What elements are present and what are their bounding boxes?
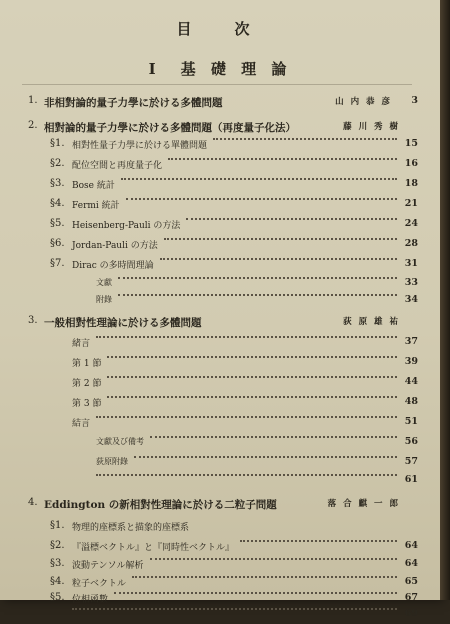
entry-title: 物理的座標系と描象的座標系 xyxy=(72,523,190,533)
toc-entry xyxy=(0,436,440,452)
toc-entry xyxy=(0,277,440,293)
entry-page: 28 xyxy=(404,238,418,249)
leader-dots xyxy=(213,138,397,140)
entry-page: 3 xyxy=(411,95,418,106)
entry-title: 結言 xyxy=(72,419,91,429)
leader-dots xyxy=(134,456,397,458)
entry-page: 51 xyxy=(404,416,418,427)
entry-title: Dirac の多時間理論 xyxy=(72,261,154,271)
leader-dots xyxy=(186,218,397,220)
entry-author: 落 合 麒 一 郎 xyxy=(327,499,400,509)
toc-entry xyxy=(0,158,440,174)
entry-number: §3. xyxy=(50,178,65,189)
entry-title: 非相對論的量子力學に於ける多體問題 xyxy=(44,97,223,109)
entry-page: 61 xyxy=(404,474,418,485)
toc-entry xyxy=(0,315,440,331)
entry-page: 15 xyxy=(404,138,418,149)
part-title: I 基 礎 理 論 xyxy=(148,60,292,78)
entry-title: Eddington の新相對性理論に於ける二粒子問題 xyxy=(44,499,277,511)
entry-number: 2. xyxy=(28,120,38,131)
entry-title: 第 1 節 xyxy=(72,359,102,369)
toc-entry xyxy=(0,416,440,432)
entry-page: 21 xyxy=(404,198,418,209)
entry-title: 粒子ベクトル xyxy=(72,579,127,589)
entry-title: 文獻及び備考 xyxy=(96,437,144,446)
leader-dots xyxy=(118,294,397,296)
entry-title: Bose 統計 xyxy=(72,181,115,191)
entry-title: 位相函數 xyxy=(72,595,109,605)
entry-number: §3. xyxy=(50,558,65,569)
entry-page: 31 xyxy=(404,258,418,269)
toc-entry xyxy=(0,218,440,234)
toc-entry xyxy=(0,576,440,592)
entry-number: 4. xyxy=(28,497,38,508)
entry-number: §5. xyxy=(50,592,65,603)
leader-dots xyxy=(107,376,397,378)
entry-title: 文獻 xyxy=(96,278,112,287)
toc-title: 目 次 xyxy=(176,20,264,38)
divider xyxy=(22,84,412,85)
entry-page: 16 xyxy=(404,158,418,169)
entry-page: 64 xyxy=(404,540,418,551)
entry-title: 配位空間と再度量子化 xyxy=(72,161,163,171)
leader-dots xyxy=(96,474,397,476)
leader-dots xyxy=(150,558,397,560)
toc-entry xyxy=(0,497,440,513)
entry-number: §1. xyxy=(50,520,65,531)
toc-entry xyxy=(0,238,440,254)
leader-dots xyxy=(107,356,397,358)
entry-page: 33 xyxy=(404,277,418,288)
entry-title: 『溢標ベクトル』と『同時性ベクトル』 xyxy=(72,543,235,553)
entry-page: 34 xyxy=(404,294,418,305)
leader-dots xyxy=(96,336,397,338)
entry-page: 65 xyxy=(404,576,418,587)
toc-entry xyxy=(0,520,440,536)
entry-author: 藤 川 秀 樹 xyxy=(343,122,400,132)
leader-dots xyxy=(107,396,397,398)
leader-dots xyxy=(118,277,397,279)
entry-number: §2. xyxy=(50,158,65,169)
toc-entry xyxy=(0,376,440,392)
toc-entry xyxy=(0,592,440,608)
toc-entry xyxy=(0,456,440,472)
entry-number: §4. xyxy=(50,198,65,209)
toc-entry xyxy=(0,178,440,194)
entry-title: 緒言 xyxy=(72,339,91,349)
entry-page: 56 xyxy=(404,436,418,447)
entry-number: 1. xyxy=(28,95,38,106)
toc-entry xyxy=(0,558,440,574)
toc-entry xyxy=(0,356,440,372)
toc-entry xyxy=(0,608,440,624)
leader-dots xyxy=(114,592,397,594)
leader-dots xyxy=(132,576,397,578)
toc-entry xyxy=(0,138,440,154)
entry-number: §1. xyxy=(50,138,65,149)
entry-number: §4. xyxy=(50,576,65,587)
entry-author: 荻 原 雄 祐 xyxy=(343,317,400,327)
entry-page: 39 xyxy=(404,356,418,367)
entry-page: 69 xyxy=(404,608,418,619)
entry-page: 48 xyxy=(404,396,418,407)
toc-entry xyxy=(0,120,440,136)
entry-title: 荻原附錄 xyxy=(96,457,128,466)
leader-dots xyxy=(121,178,397,180)
entry-title: 第 3 節 xyxy=(72,399,102,409)
leader-dots xyxy=(96,416,397,418)
entry-page: 44 xyxy=(404,376,418,387)
entry-title: Fermi 統計 xyxy=(72,201,120,211)
entry-number: §5. xyxy=(50,218,65,229)
entry-page: 57 xyxy=(404,456,418,467)
entry-title: 附錄 xyxy=(96,295,112,304)
leader-dots xyxy=(240,540,397,542)
toc-entry xyxy=(0,540,440,556)
toc-entry xyxy=(0,95,440,111)
entry-title: 第 2 節 xyxy=(72,379,102,389)
entry-page: 64 xyxy=(404,558,418,569)
entry-title: 相對論的量子力學に於ける多體問題（再度量子化法） xyxy=(44,122,296,134)
leader-dots xyxy=(72,608,397,610)
entry-title: 相對性量子力學に於ける單體問題 xyxy=(72,141,208,151)
leader-dots xyxy=(150,436,397,438)
entry-title: Jordan-Pauli の方法 xyxy=(72,241,158,251)
toc-entry xyxy=(0,336,440,352)
leader-dots xyxy=(160,258,397,260)
entry-page: 37 xyxy=(404,336,418,347)
entry-number: 3. xyxy=(28,315,38,326)
entry-title: 一般相對性理論に於ける多體問題 xyxy=(44,317,202,329)
entry-number: §6. xyxy=(50,238,65,249)
entry-page: 18 xyxy=(404,178,418,189)
toc-entry xyxy=(0,474,440,490)
toc-entry xyxy=(0,396,440,412)
entry-title: 波動テンソル解析 xyxy=(72,561,144,571)
toc-entry xyxy=(0,294,440,310)
leader-dots xyxy=(168,158,397,160)
entry-number: §7. xyxy=(50,258,65,269)
entry-page: 67 xyxy=(404,592,418,603)
entry-number: §2. xyxy=(50,540,65,551)
leader-dots xyxy=(164,238,397,240)
entry-title: Heisenberg-Pauli の方法 xyxy=(72,221,181,231)
entry-author: 山 内 恭 彦 xyxy=(335,97,392,107)
toc-entry xyxy=(0,198,440,214)
toc-entry xyxy=(0,258,440,274)
entry-page: 24 xyxy=(404,218,418,229)
book-spine xyxy=(440,0,450,600)
leader-dots xyxy=(126,198,397,200)
